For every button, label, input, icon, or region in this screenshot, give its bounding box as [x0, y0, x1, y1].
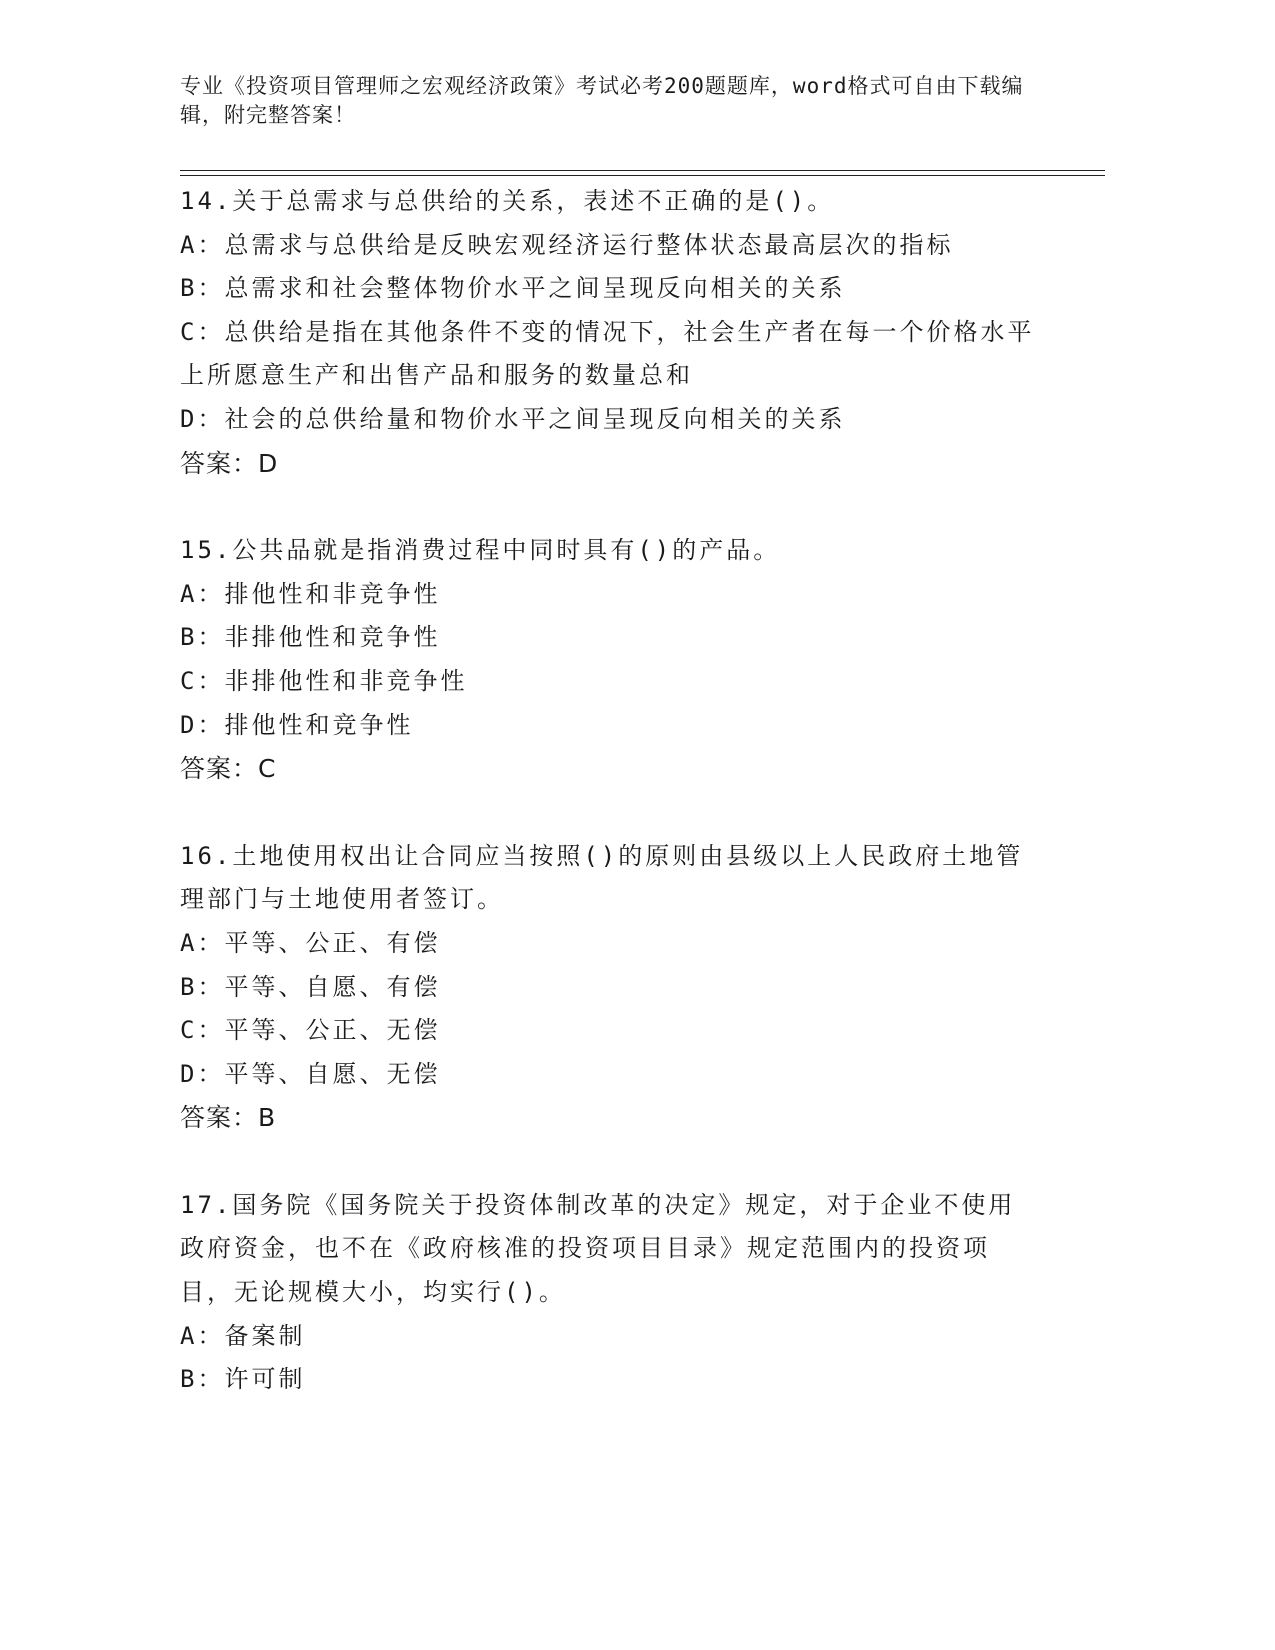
option-a: A：排他性和非竞争性 [180, 579, 441, 608]
answer-label: 答案：B [180, 1103, 277, 1133]
option-a: A：平等、公正、有偿 [180, 928, 441, 957]
option-d: D：平等、自愿、无偿 [180, 1059, 441, 1088]
header-divider-top [180, 170, 1105, 171]
option-a: A：总需求与总供给是反映宏观经济运行整体状态最高层次的指标 [180, 230, 954, 259]
option-c: C：总供给是指在其他条件不变的情况下，社会生产者在每一个价格水平上所愿意生产和出售产品和服务的数量总和 [180, 317, 1035, 390]
question-17 [180, 1184, 1040, 1402]
question-list [180, 180, 1040, 1446]
question-stem: 15.公共品就是指消费过程中同时具有()的产品。 [180, 536, 781, 565]
document-header [180, 72, 1040, 130]
option-d: D：社会的总供给量和物价水平之间呈现反向相关的关系 [180, 404, 846, 433]
option-b: B：平等、自愿、有偿 [180, 972, 441, 1001]
question-stem: 16.土地使用权出让合同应当按照()的原则由县级以上人民政府土地管理部门与土地使用者签订。 [180, 841, 1024, 914]
option-a: A：备案制 [180, 1321, 306, 1350]
header-intro-text: 专业《投资项目管理师之宏观经济政策》考试必考200题题库，word格式可自由下载编辑，附完整答案！ [180, 74, 1024, 127]
answer-label: 答案：D [180, 448, 279, 478]
option-b: B：非排他性和竞争性 [180, 623, 441, 652]
question-stem: 17.国务院《国务院关于投资体制改革的决定》规定，对于企业不使用政府资金，也不在《政府核准的投资项目目录》规定范围内的投资项目，无论规模大小，均实行()。 [180, 1190, 1016, 1307]
option-c: C：非排他性和非竞争性 [180, 666, 468, 695]
question-15 [180, 529, 1040, 791]
option-b: B：总需求和社会整体物价水平之间呈现反向相关的关系 [180, 274, 846, 303]
header-divider-bottom [180, 175, 1105, 176]
question-stem: 14.关于总需求与总供给的关系，表述不正确的是()。 [180, 187, 835, 215]
answer-label: 答案：C [180, 754, 277, 784]
option-d: D：排他性和竞争性 [180, 710, 414, 739]
question-16 [180, 835, 1040, 1140]
question-14 [180, 180, 1040, 485]
option-c: C：平等、公正、无偿 [180, 1016, 441, 1045]
option-b: B：许可制 [180, 1365, 306, 1394]
